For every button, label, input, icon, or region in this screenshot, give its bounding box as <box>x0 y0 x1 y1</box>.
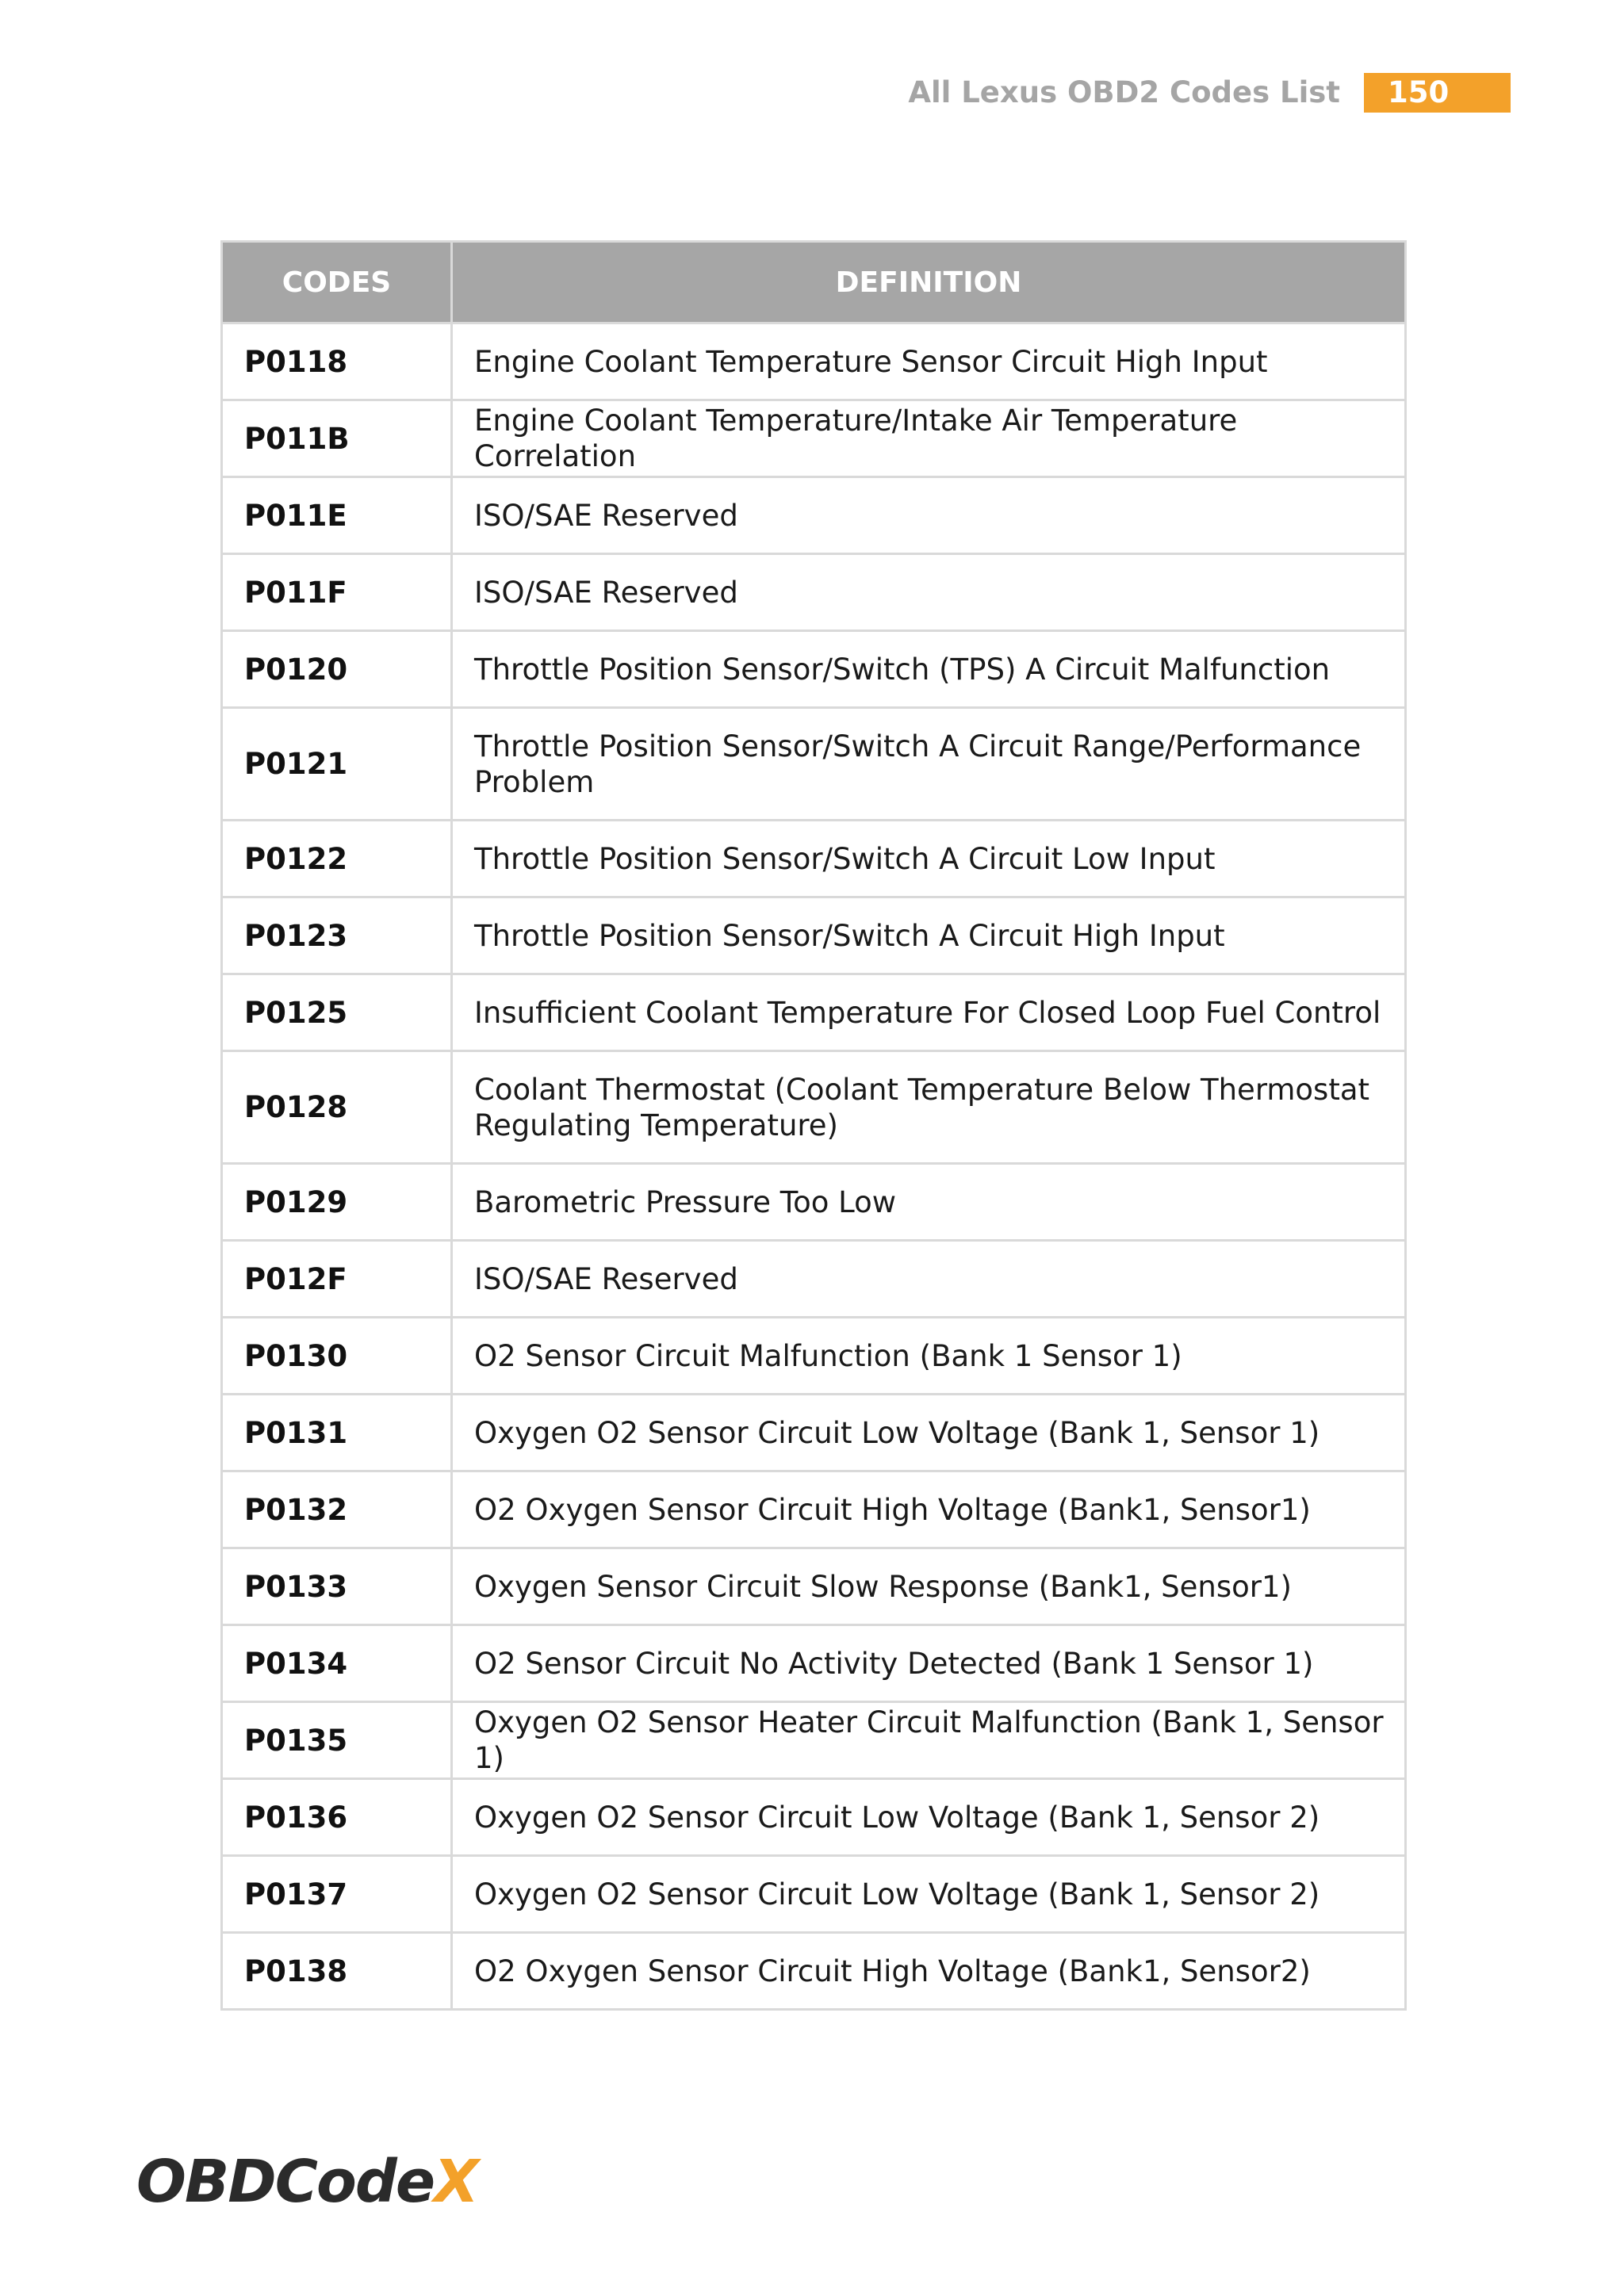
code-cell: P0118 <box>222 323 452 400</box>
table-header-row <box>222 242 1406 323</box>
code-cell: P0120 <box>222 631 452 708</box>
code-cell: P0133 <box>222 1548 452 1625</box>
code-cell: P0131 <box>222 1395 452 1471</box>
table-row <box>222 1625 1406 1702</box>
definition-cell: O2 Oxygen Sensor Circuit High Voltage (Bank1, Sensor2) <box>452 1933 1406 2010</box>
table-row <box>222 323 1406 400</box>
code-cell: P012F <box>222 1241 452 1318</box>
table-row <box>222 1241 1406 1318</box>
definition-cell: O2 Oxygen Sensor Circuit High Voltage (Bank1, Sensor1) <box>452 1471 1406 1548</box>
code-cell: P0128 <box>222 1051 452 1164</box>
table-row <box>222 1779 1406 1856</box>
table-row <box>222 1051 1406 1164</box>
table-row <box>222 1395 1406 1471</box>
table-row <box>222 1933 1406 2010</box>
code-cell: P0129 <box>222 1164 452 1241</box>
logo-text-main: OBDCode <box>136 2148 435 2216</box>
column-header-codes: CODES <box>222 242 452 323</box>
table-row <box>222 1471 1406 1548</box>
code-cell: P0134 <box>222 1625 452 1702</box>
definition-cell: Insufficient Coolant Temperature For Closed Loop Fuel Control <box>452 974 1406 1051</box>
definition-cell: Oxygen O2 Sensor Circuit Low Voltage (Bank 1, Sensor 1) <box>452 1395 1406 1471</box>
definition-cell: Barometric Pressure Too Low <box>452 1164 1406 1241</box>
table-row <box>222 631 1406 708</box>
definition-cell: ISO/SAE Reserved <box>452 554 1406 631</box>
logo-text-accent: X <box>434 2148 478 2216</box>
table-row <box>222 708 1406 821</box>
code-cell: P0122 <box>222 821 452 897</box>
code-cell: P0132 <box>222 1471 452 1548</box>
column-header-definition: DEFINITION <box>452 242 1406 323</box>
table-row <box>222 821 1406 897</box>
table-row <box>222 1164 1406 1241</box>
code-cell: P011B <box>222 400 452 477</box>
table-row <box>222 1856 1406 1933</box>
definition-cell: Throttle Position Sensor/Switch (TPS) A Circuit Malfunction <box>452 631 1406 708</box>
table-row <box>222 897 1406 974</box>
table-row <box>222 554 1406 631</box>
code-cell: P0135 <box>222 1702 452 1779</box>
table-row <box>222 400 1406 477</box>
code-cell: P0130 <box>222 1318 452 1395</box>
definition-cell: Throttle Position Sensor/Switch A Circuit High Input <box>452 897 1406 974</box>
definition-cell: Engine Coolant Temperature/Intake Air Temperature Correlation <box>452 400 1406 477</box>
table-row <box>222 974 1406 1051</box>
code-cell: P0138 <box>222 1933 452 2010</box>
definition-cell: Coolant Thermostat (Coolant Temperature Below Thermostat Regulating Temperature) <box>452 1051 1406 1164</box>
page-header <box>872 73 1511 113</box>
document-title: All Lexus OBD2 Codes List <box>908 75 1340 109</box>
definition-cell: Throttle Position Sensor/Switch A Circuit Low Input <box>452 821 1406 897</box>
definition-cell: O2 Sensor Circuit Malfunction (Bank 1 Sensor 1) <box>452 1318 1406 1395</box>
code-cell: P0123 <box>222 897 452 974</box>
definition-cell: ISO/SAE Reserved <box>452 477 1406 554</box>
codes-table <box>220 240 1407 2011</box>
table-row <box>222 1702 1406 1779</box>
definition-cell: Throttle Position Sensor/Switch A Circuit Range/Performance Problem <box>452 708 1406 821</box>
definition-cell: Oxygen Sensor Circuit Slow Response (Bank1, Sensor1) <box>452 1548 1406 1625</box>
code-cell: P0125 <box>222 974 452 1051</box>
code-cell: P0137 <box>222 1856 452 1933</box>
code-cell: P011E <box>222 477 452 554</box>
definition-cell: Oxygen O2 Sensor Circuit Low Voltage (Bank 1, Sensor 2) <box>452 1856 1406 1933</box>
definition-cell: O2 Sensor Circuit No Activity Detected (Bank 1 Sensor 1) <box>452 1625 1406 1702</box>
obdcodex-logo <box>136 2150 477 2214</box>
page-number-badge: 150 <box>1364 73 1511 113</box>
definition-cell: Oxygen O2 Sensor Circuit Low Voltage (Bank 1, Sensor 2) <box>452 1779 1406 1856</box>
definition-cell: Oxygen O2 Sensor Heater Circuit Malfunction (Bank 1, Sensor 1) <box>452 1702 1406 1779</box>
table-row <box>222 477 1406 554</box>
table-row <box>222 1548 1406 1625</box>
code-cell: P011F <box>222 554 452 631</box>
table-row <box>222 1318 1406 1395</box>
definition-cell: ISO/SAE Reserved <box>452 1241 1406 1318</box>
code-cell: P0136 <box>222 1779 452 1856</box>
definition-cell: Engine Coolant Temperature Sensor Circuit High Input <box>452 323 1406 400</box>
code-cell: P0121 <box>222 708 452 821</box>
